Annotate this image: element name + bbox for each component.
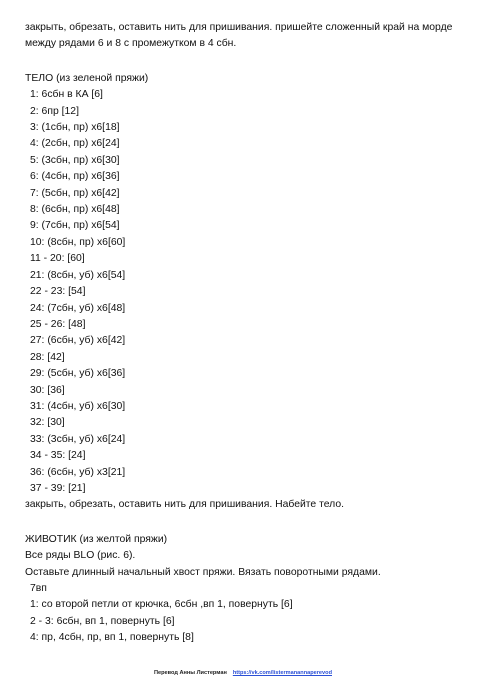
footer-link[interactable]: https://vk.com/listermanannaperevod [232,670,332,676]
list-item: 9: (7сбн, пр) х6[54] [30,220,120,232]
list-item: 1: со второй петли от крючка, 6сбн ,вп 1, повернуть [6] [30,599,293,611]
list-item: 28: [42] [30,351,65,363]
body-closing-note: закрыть, обрезать, оставить нить для пришивания. Набейте тело. [25,499,345,511]
page-footer [0,669,486,677]
pattern-text [25,20,470,647]
list-item: 10: (8сбн, пр) х6[60] [30,236,126,248]
belly-instruction: Оставьте длинный начальный хвост пряжи. Вязать поворотными рядами. [25,566,381,578]
list-item: 25 - 26: [48] [30,318,86,330]
list-item: 7: (5сбн, пр) х6[42] [30,187,120,199]
list-item: 30: [36] [30,384,65,396]
list-item: 6: (4сбн, пр) х6[36] [30,171,120,183]
body-rows-list [25,87,470,497]
list-item: 34 - 35: [24] [30,450,86,462]
list-item: 7вп [30,583,47,594]
list-item: 27: (6сбн, уб) х6[42] [30,335,126,347]
body-section-heading: ТЕЛО (из зеленой пряжи) [25,72,149,84]
list-item: 11 - 20: [60] [30,253,85,265]
list-item: 22 - 23: [54] [30,286,86,298]
list-item: 8: (6сбн, пр) х6[48] [30,204,120,216]
belly-section-heading: ЖИВОТИК (из желтой пряжи) [25,533,168,545]
list-item: 2: 6пр [12] [30,105,79,117]
spacer [25,53,470,71]
list-item: 2 - 3: 6сбн, вп 1, повернуть [6] [30,615,175,627]
list-item: 37 - 39: [21] [30,482,86,494]
spacer [25,514,470,532]
belly-rows-list [25,581,470,647]
list-item: 36: (6сбн, уб) х3[21] [30,466,126,478]
list-item: 4: пр, 4сбн, пр, вп 1, повернуть [8] [30,632,194,644]
list-item: 32: [30] [30,417,65,429]
list-item: 4: (2сбн, пр) х6[24] [30,138,120,150]
translator-credit: Перевод Анны Листерман [154,670,227,676]
list-item: 21: (8сбн, уб) х6[54] [30,269,126,281]
list-item: 1: 6сбн в КА [6] [30,89,103,101]
list-item: 33: (3сбн, уб) х6[24] [30,433,126,445]
list-item: 31: (4сбн, уб) х6[30] [30,400,126,412]
intro-paragraph: закрыть, обрезать, оставить нить для пришивания. пришейте сложенный край на морде между рядами 6 и 8 с промежутком в 4 сбн. [25,22,453,50]
belly-instruction: Все ряды BLO (рис. 6). [25,550,136,562]
list-item: 3: (1сбн, пр) х6[18] [30,122,120,134]
list-item: 24: (7сбн, уб) х6[48] [30,302,126,314]
list-item: 5: (3сбн, пр) х6[30] [30,154,120,166]
list-item: 29: (5сбн, уб) х6[36] [30,368,126,380]
